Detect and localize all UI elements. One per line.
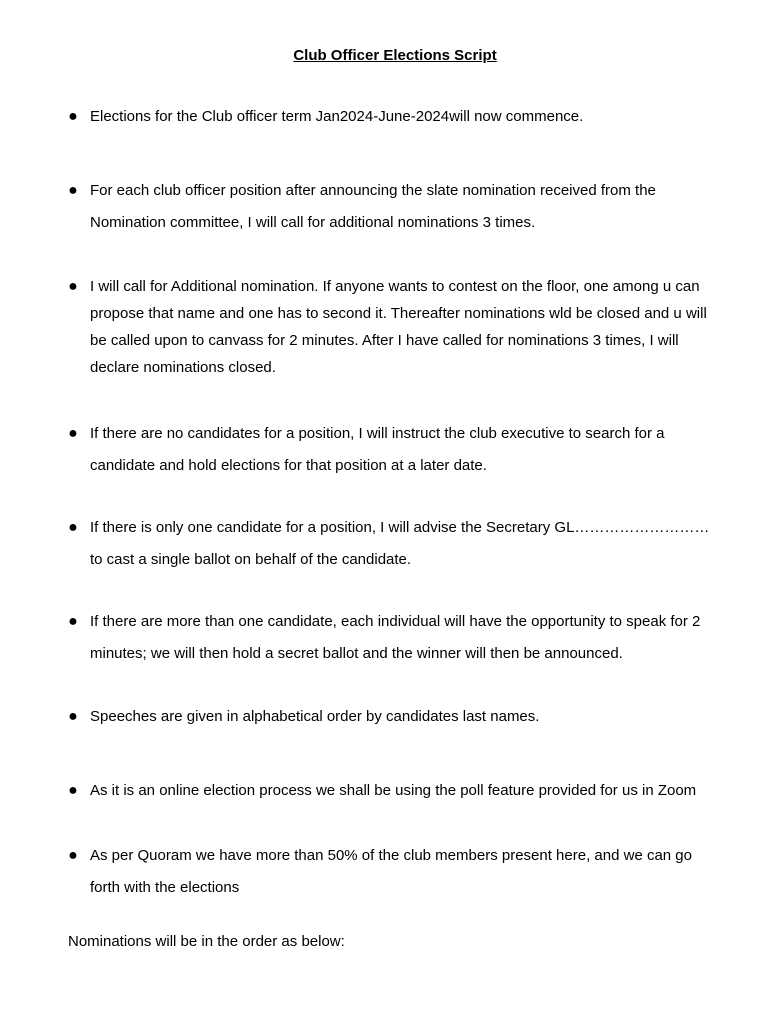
list-item-text: Speeches are given in alphabetical order by candidates last names. — [90, 708, 540, 725]
bullet-icon: ● — [68, 613, 78, 630]
document-title: Club Officer Elections Script — [293, 47, 497, 64]
list-item — [68, 701, 720, 733]
list-item-text: As per Quoram we have more than 50% of the club members present here, and we can go forth with the elections — [90, 847, 692, 896]
list-item — [68, 273, 720, 381]
list-item-text: I will call for Additional nomination. If anyone wants to contest on the floor, one among u can propose that name and one has to second it. Thereafter nominations wld be closed and u will be called upon to canvass for 2 minutes. After I have called for nominations 3 times, I will declare nominations closed. — [90, 278, 707, 376]
bullet-icon: ● — [68, 519, 78, 536]
list-item — [68, 418, 720, 482]
bullet-icon: ● — [68, 425, 78, 442]
bullet-icon: ● — [68, 782, 78, 799]
bullet-icon: ● — [68, 708, 78, 725]
list-item-text: If there are more than one candidate, each individual will have the opportunity to speak for 2 minutes; we will then hold a secret ballot and the winner will then be announced. — [90, 613, 701, 662]
list-item — [68, 840, 720, 904]
list-item — [68, 175, 720, 239]
bullet-icon: ● — [68, 108, 78, 125]
bullet-icon: ● — [68, 847, 78, 864]
bullet-icon: ● — [68, 182, 78, 199]
nominations-order-note: Nominations will be in the order as below: — [68, 933, 345, 950]
list-item — [68, 101, 720, 133]
list-item-text: For each club officer position after announcing the slate nomination received from the Nomination committee, I will call for additional nominations 3 times. — [90, 182, 656, 231]
list-item — [68, 512, 720, 576]
list-item-text: If there is only one candidate for a position, I will advise the Secretary GL……………………… to cast a single ballot on behalf of the candidate. — [90, 519, 710, 568]
list-item-text: If there are no candidates for a position, I will instruct the club executive to search for a candidate and hold elections for that position at a later date. — [90, 425, 665, 474]
bullet-icon: ● — [68, 278, 78, 295]
list-item — [68, 606, 720, 670]
list-item-text: Elections for the Club officer term Jan2024-June-2024will now commence. — [90, 108, 584, 125]
list-item — [68, 775, 720, 807]
list-item-text: As it is an online election process we shall be using the poll feature provided for us in Zoom — [90, 782, 697, 799]
